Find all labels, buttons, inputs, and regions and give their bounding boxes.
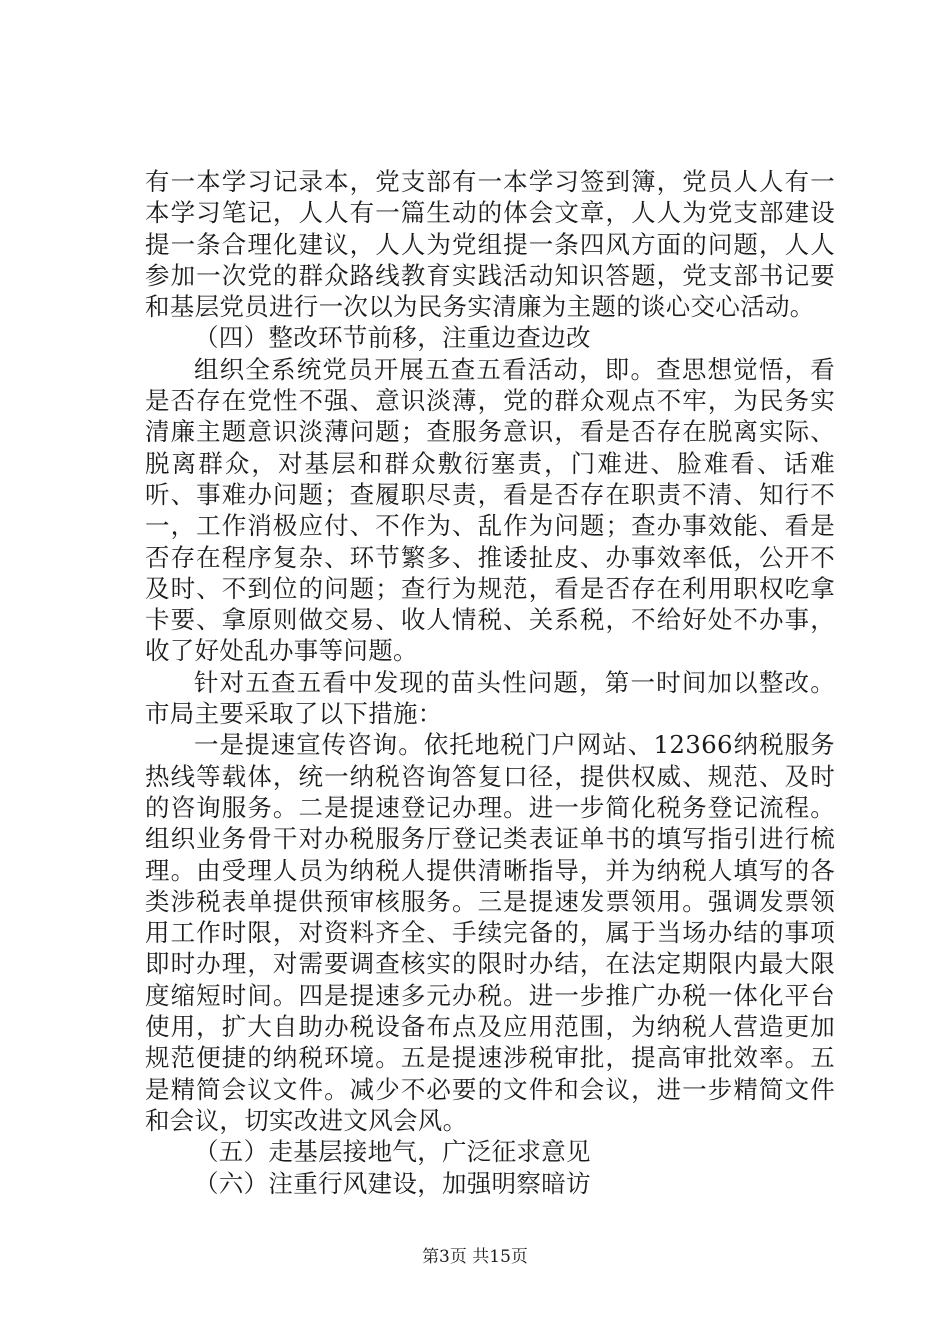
paragraph-measures-intro: 针对五查五看中发现的苗头性问题，第一时间加以整改。市局主要采取了以下措施： — [145, 667, 835, 729]
section-heading-5: （五）走基层接地气，广泛征求意见 — [194, 1137, 591, 1167]
paragraph-measures: 一是提速宣传咨询。依托地税门户网站、12366纳税服务热线等载体，统一纳税咨询答复口径，提供权威、规范、及时的咨询服务。二是提速登记办理。进一步简化税务登记流程。组织业务骨干对办税服务厅登记类表证单书的填写指引进行梳理。由受理人员为纳税人提供清晰指导，并为纳税人填写的各类涉税表单提供预审核服务。三是提速发票领用。强调发票领用工作时限，对资料齐全、手续完备的，属于当场办结的事项即时办理，对需要调查核实的限时办结，在法定期限内最大限度缩短时间。四是提速多元办税。进一步推广办税一体化平台使用，扩大自助办税设备布点及应用范围，为纳税人营造更加规范便捷的纳税环境。五是提速涉税审批，提高审批效率。五是精简会议文件。减少不必要的文件和会议，进一步精简文件和会议，切实改进文风会风。 — [145, 730, 835, 1135]
paragraph-continuation: 有一本学习记录本，党支部有一本学习签到簿，党员人人有一本学习笔记，人人有一篇生动的体会文章，人人为党支部建设提一条合理化建议，人人为党组提一条四风方面的问题，人人参加一次党的群众路线教育实践活动知识答题，党支部书记要和基层党员进行一次以为民务实清廉为主题的谈心交心活动。 — [145, 167, 835, 322]
section-heading-6: （六）注重行风建设，加强明察暗访 — [194, 1168, 591, 1198]
body-text — [145, 166, 835, 1199]
page-number-footer: 第3页 共15页 — [422, 1247, 528, 1267]
section-heading-4: （四）整改环节前移，注重边查边改 — [194, 323, 591, 353]
paragraph-five-checks: 组织全系统党员开展五查五看活动，即。查思想觉悟，看是否存在党性不强、意识淡薄，党的群众观点不牢，为民务实清廉主题意识淡薄问题；查服务意识，看是否存在脱离实际、脱离群众，对基层和群众敷衍塞责，门难进、脸难看、话难听、事难办问题；查履职尽责，看是否存在职责不清、知行不一，工作消极应付、不作为、乱作为问题；查办事效能、看是否存在程序复杂、环节繁多、推诿扯皮、办事效率低，公开不及时、不到位的问题；查行为规范，看是否存在利用职权吃拿卡要、拿原则做交易、收人情税、关系税，不给好处不办事，收了好处乱办事等问题。 — [145, 354, 835, 666]
